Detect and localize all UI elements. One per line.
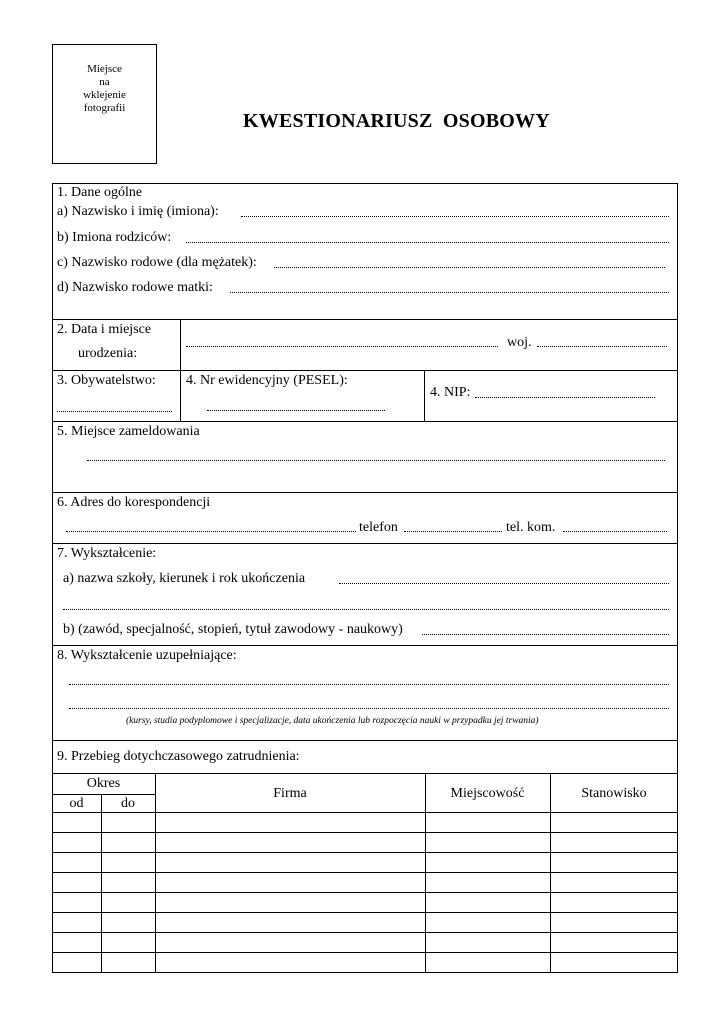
divider [550,773,551,973]
maiden-name-field[interactable] [274,267,665,268]
divider [180,319,181,370]
divider [52,370,678,371]
birth-label-2: urodzenia: [78,346,138,361]
mother-maiden-name-label: d) Nazwisko rodowe matki: [57,280,213,295]
supplementary-education-field[interactable] [69,684,669,685]
parents-names-field[interactable] [186,242,669,243]
section-1-header: 1. Dane ogólne [57,185,143,200]
divider [52,319,678,320]
page-title: KWESTIONARIUSZ OSOBOWY [243,110,550,132]
company-header: Firma [273,786,307,801]
photo-line-4: fotografii [83,102,126,114]
supplementary-education-note: (kursy, studia podyplomowe i specjalizacje, data ukończenia lub rozpoczęcia nauki w przypadku jej trwania) [126,716,539,726]
school-field-2[interactable] [63,609,669,610]
correspondence-address-label: 6. Adres do korespondencji [57,495,211,510]
divider [52,773,678,774]
divider [52,421,678,422]
to-header: do [121,796,135,811]
location-header: Miejscowość [450,786,525,801]
phone-label: telefon [359,520,398,535]
phone-field[interactable] [404,531,502,532]
position-header: Stanowisko [581,786,647,801]
divider [52,932,678,933]
supplementary-education-label: 8. Wykształcenie uzupełniające: [57,648,237,663]
divider [52,543,678,544]
from-header: od [69,796,84,811]
nip-field[interactable] [475,397,655,398]
divider [52,492,678,493]
period-header: Okres [86,776,121,791]
pesel-field[interactable] [207,410,385,411]
correspondence-address-field[interactable] [66,531,356,532]
divider [52,912,678,913]
school-label: a) nazwa szkoły, kierunek i rok ukończenia [63,571,306,586]
mother-maiden-name-field[interactable] [230,292,669,293]
photo-line-1: Miejsce [87,63,122,75]
divider [180,370,181,421]
nip-label: 4. NIP: [430,385,471,400]
divider [155,773,156,973]
voivodeship-label: woj. [507,335,532,350]
employment-history-label: 9. Przebieg dotychczasowego zatrudnienia: [57,749,300,764]
school-field[interactable] [339,583,669,584]
citizenship-label: 3. Obywatelstwo: [57,373,156,388]
divider [425,773,426,973]
birth-place-field[interactable] [186,346,498,347]
supplementary-education-field-2[interactable] [69,708,669,709]
divider [101,794,102,973]
photo-line-3: wklejenie [83,89,126,101]
mobile-label: tel. kom. [506,520,556,535]
registration-address-label: 5. Miejsce zameldowania [57,424,200,439]
parents-names-label: b) Imiona rodziców: [57,230,172,245]
divider [52,740,678,741]
divider [52,812,678,813]
surname-field[interactable] [241,216,669,217]
photo-placeholder [52,44,157,164]
divider [52,645,678,646]
divider [52,892,678,893]
mobile-field[interactable] [563,531,667,532]
divider [52,794,155,795]
voivodeship-field[interactable] [537,346,667,347]
pesel-label: 4. Nr ewidencyjny (PESEL): [186,373,348,388]
birth-label: 2. Data i miejsce [57,322,152,337]
photo-line-2: na [99,76,110,88]
citizenship-field[interactable] [57,411,172,412]
divider [52,852,678,853]
education-label: 7. Wykształcenie: [57,546,157,561]
surname-label: a) Nazwisko i imię (imiona): [57,204,219,219]
divider [424,370,425,421]
registration-address-field[interactable] [87,460,665,461]
profession-label: b) (zawód, specjalność, stopień, tytuł zawodowy - naukowy) [63,622,403,637]
profession-field[interactable] [422,634,669,635]
divider [52,832,678,833]
maiden-name-label: c) Nazwisko rodowe (dla mężatek): [57,255,257,270]
divider [52,952,678,953]
divider [52,872,678,873]
